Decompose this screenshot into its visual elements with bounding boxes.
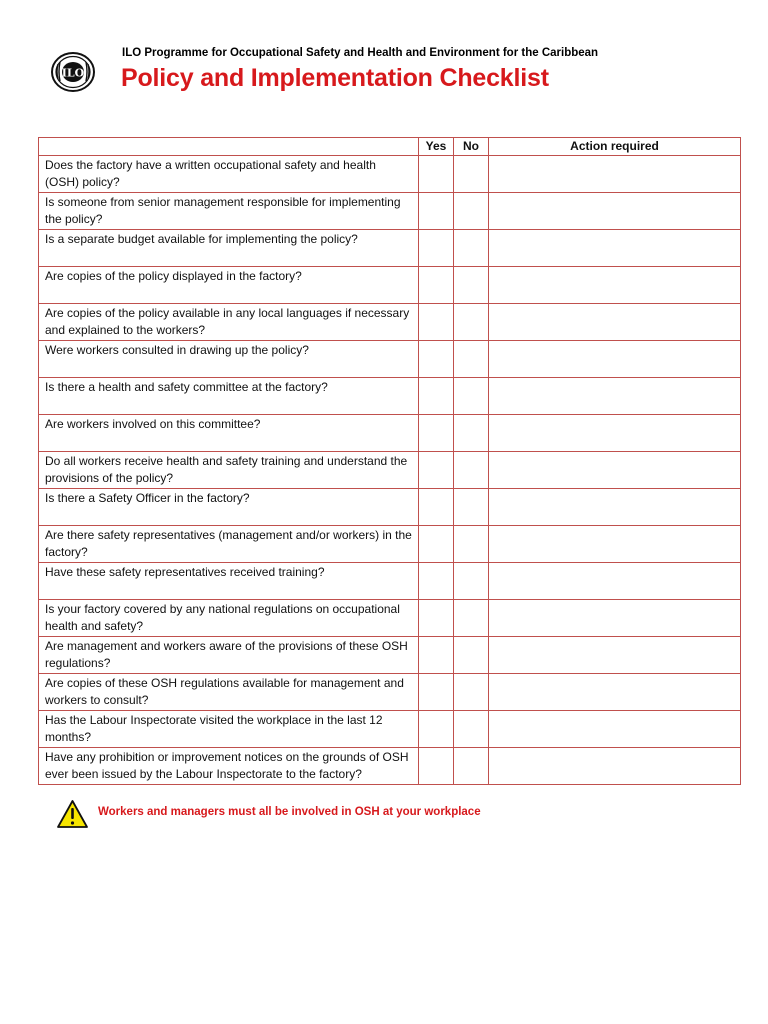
no-cell[interactable] (454, 193, 489, 230)
organization-line: ILO Programme for Occupational Safety and Health and Environment for the Caribbean (122, 47, 599, 59)
question-text: Is a separate budget available for implementing the policy? (39, 230, 419, 267)
no-cell[interactable] (454, 452, 489, 489)
checklist-row (39, 267, 741, 304)
table-header-row (39, 138, 741, 156)
question-text: Does the factory have a written occupational safety and health (OSH) policy? (39, 156, 419, 193)
checklist-row (39, 304, 741, 341)
no-cell[interactable] (454, 748, 489, 785)
question-text: Have any prohibition or improvement notices on the grounds of OSH ever been issued by the Labour Inspectorate to the factory? (39, 748, 419, 785)
action-required-cell[interactable] (489, 415, 741, 452)
checklist-row (39, 156, 741, 193)
yes-cell[interactable] (419, 230, 454, 267)
checklist-row (39, 711, 741, 748)
question-text: Are workers involved on this committee? (39, 415, 419, 452)
no-cell[interactable] (454, 489, 489, 526)
yes-cell[interactable] (419, 489, 454, 526)
yes-cell[interactable] (419, 415, 454, 452)
action-required-cell[interactable] (489, 452, 741, 489)
action-required-cell[interactable] (489, 563, 741, 600)
yes-cell[interactable] (419, 563, 454, 600)
no-cell[interactable] (454, 526, 489, 563)
action-required-cell[interactable] (489, 267, 741, 304)
question-text: Is your factory covered by any national regulations on occupational health and safety? (39, 600, 419, 637)
checklist-row (39, 230, 741, 267)
yes-cell[interactable] (419, 193, 454, 230)
action-required-cell[interactable] (489, 748, 741, 785)
action-required-cell[interactable] (489, 378, 741, 415)
no-cell[interactable] (454, 563, 489, 600)
checklist-row (39, 563, 741, 600)
ilo-logo-icon (50, 51, 96, 93)
checklist-row (39, 674, 741, 711)
action-required-cell[interactable] (489, 304, 741, 341)
no-cell[interactable] (454, 304, 489, 341)
question-text: Is someone from senior management responsible for implementing the policy? (39, 193, 419, 230)
no-cell[interactable] (454, 600, 489, 637)
no-cell[interactable] (454, 415, 489, 452)
yes-cell[interactable] (419, 711, 454, 748)
yes-cell[interactable] (419, 304, 454, 341)
no-cell[interactable] (454, 156, 489, 193)
action-required-cell[interactable] (489, 230, 741, 267)
yes-cell[interactable] (419, 378, 454, 415)
checklist-row (39, 452, 741, 489)
checklist-row (39, 489, 741, 526)
warning-triangle-icon (56, 799, 89, 829)
checklist-row (39, 193, 741, 230)
question-text: Is there a health and safety committee at the factory? (39, 378, 419, 415)
action-required-cell[interactable] (489, 711, 741, 748)
checklist-row (39, 748, 741, 785)
column-header-question (39, 138, 419, 156)
checklist-row (39, 415, 741, 452)
question-text: Are copies of these OSH regulations available for management and workers to consult? (39, 674, 419, 711)
checklist-row (39, 637, 741, 674)
column-header-no: No (454, 138, 489, 156)
action-required-cell[interactable] (489, 193, 741, 230)
question-text: Are there safety representatives (management and/or workers) in the factory? (39, 526, 419, 563)
action-required-cell[interactable] (489, 526, 741, 563)
yes-cell[interactable] (419, 156, 454, 193)
question-text: Have these safety representatives received training? (39, 563, 419, 600)
no-cell[interactable] (454, 267, 489, 304)
checklist-row (39, 341, 741, 378)
checklist-table (38, 137, 741, 785)
warning-message: Workers and managers must all be involved in OSH at your workplace (98, 806, 481, 818)
question-text: Are management and workers aware of the provisions of these OSH regulations? (39, 637, 419, 674)
no-cell[interactable] (454, 674, 489, 711)
column-header-action-required: Action required (489, 138, 741, 156)
page-title: Policy and Implementation Checklist (121, 64, 549, 92)
no-cell[interactable] (454, 711, 489, 748)
question-text: Is there a Safety Officer in the factory? (39, 489, 419, 526)
checklist-row (39, 378, 741, 415)
no-cell[interactable] (454, 378, 489, 415)
no-cell[interactable] (454, 637, 489, 674)
checklist-row (39, 526, 741, 563)
yes-cell[interactable] (419, 674, 454, 711)
question-text: Has the Labour Inspectorate visited the workplace in the last 12 months? (39, 711, 419, 748)
svg-text:ILO: ILO (61, 66, 85, 80)
action-required-cell[interactable] (489, 489, 741, 526)
question-text: Are copies of the policy displayed in the factory? (39, 267, 419, 304)
yes-cell[interactable] (419, 267, 454, 304)
checklist-row (39, 600, 741, 637)
no-cell[interactable] (454, 341, 489, 378)
action-required-cell[interactable] (489, 341, 741, 378)
yes-cell[interactable] (419, 526, 454, 563)
action-required-cell[interactable] (489, 600, 741, 637)
action-required-cell[interactable] (489, 156, 741, 193)
yes-cell[interactable] (419, 600, 454, 637)
yes-cell[interactable] (419, 637, 454, 674)
yes-cell[interactable] (419, 341, 454, 378)
no-cell[interactable] (454, 230, 489, 267)
action-required-cell[interactable] (489, 637, 741, 674)
checklist-rows (39, 156, 741, 785)
column-header-yes: Yes (419, 138, 454, 156)
action-required-cell[interactable] (489, 674, 741, 711)
question-text: Do all workers receive health and safety training and understand the provisions of the policy? (39, 452, 419, 489)
yes-cell[interactable] (419, 452, 454, 489)
question-text: Were workers consulted in drawing up the policy? (39, 341, 419, 378)
yes-cell[interactable] (419, 748, 454, 785)
question-text: Are copies of the policy available in any local languages if necessary and explained to the workers? (39, 304, 419, 341)
